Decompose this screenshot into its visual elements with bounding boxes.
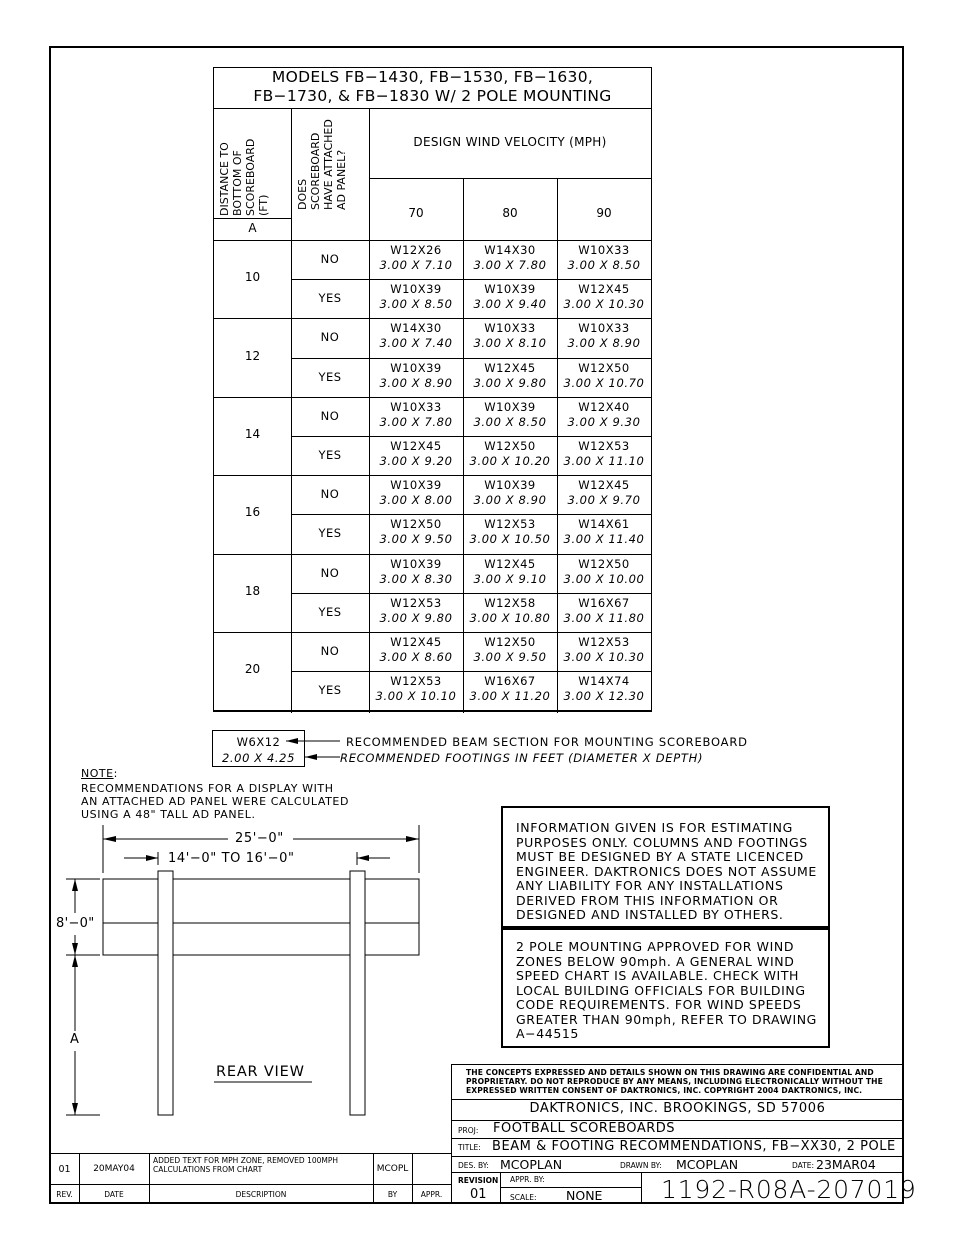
rev-header-appr: APPR. <box>420 1190 443 1199</box>
ad-panel-yes: YES <box>318 448 342 462</box>
footing-size: 3.00 X 8.50 <box>473 414 547 429</box>
distance-header-letter: A <box>248 221 257 235</box>
beam-section: W12X53 <box>390 595 442 610</box>
table-cell <box>463 517 557 547</box>
table-cell <box>369 321 463 351</box>
footing-size: 3.00 X 7.80 <box>473 258 547 272</box>
table-cell <box>369 478 463 508</box>
distance-value: 12 <box>244 348 261 363</box>
table-grid-line <box>214 218 291 219</box>
legend-footing-description: RECOMMENDED FOOTINGS IN FEET (DIAMETER X DEPTH) <box>340 751 704 765</box>
beam-section: W10X33 <box>390 399 442 414</box>
beam-section: W16X67 <box>484 674 536 689</box>
footing-size: 3.00 X 9.80 <box>473 375 547 390</box>
beam-section: W12X45 <box>484 556 536 571</box>
confidential-notice: THE CONCEPTS EXPRESSED AND DETAILS SHOWN ON THIS DRAWING ARE CONFIDENTIAL AND PROPRIETARY. DO NOT REPRODUCE BY ANY MEANS, INCLUDING ELECTRONICALLY WITHOUT THE EXPRESSED WRITTEN CONSENT OF DAKTRONICS, INC. COPYRIGHT 2004 DAKTRONICS, INC. <box>466 1068 883 1095</box>
beam-section: W10X39 <box>484 282 536 297</box>
panel-header-line: SCOREBOARD <box>309 132 322 210</box>
ad-panel-no: NO <box>320 408 340 423</box>
beam-section: W12X50 <box>578 360 630 375</box>
panel-header-line: AD PANEL? <box>335 149 348 210</box>
beam-section: W16X67 <box>578 595 630 610</box>
footing-size: 3.00 X 8.10 <box>473 336 547 351</box>
beam-section: W10X33 <box>578 321 630 336</box>
table-cell <box>369 400 463 430</box>
footing-size: 3.00 X 10.00 <box>563 571 645 586</box>
footing-size: 3.00 X 7.80 <box>379 414 453 429</box>
footing-size: 3.00 X 10.80 <box>469 610 551 625</box>
approved-by-label: APPR. BY: <box>510 1175 545 1184</box>
footing-size: 3.00 X 9.80 <box>379 610 453 625</box>
tb-divider <box>500 1172 501 1204</box>
legend-footing: 2.00 X 4.25 <box>221 751 295 765</box>
table-cell <box>369 282 463 312</box>
table-grid-line <box>214 240 651 241</box>
ad-panel-no: NO <box>320 487 340 502</box>
rev-header-rev: REV. <box>56 1190 73 1199</box>
table-cell <box>557 557 651 587</box>
footing-size: 3.00 X 7.10 <box>379 258 453 272</box>
rev-number: 01 <box>58 1164 71 1175</box>
title-label: TITLE: <box>458 1143 481 1152</box>
proj-label: PROJ: <box>458 1126 479 1135</box>
footing-size: 3.00 X 10.30 <box>563 297 645 312</box>
rev-header-by: BY <box>387 1190 398 1199</box>
beam-section: W12X45 <box>484 360 536 375</box>
company-name: DAKTRONICS, INC. BROOKINGS, SD 57006 <box>529 1101 826 1116</box>
footing-size: 3.00 X 11.20 <box>469 689 551 704</box>
beam-section: W10X39 <box>390 360 442 375</box>
table-grid-line <box>291 514 651 515</box>
distance-header-line: (FT) <box>257 194 270 216</box>
beam-section: W12X50 <box>390 517 442 532</box>
footing-size: 3.00 X 8.30 <box>379 571 453 586</box>
table-cell <box>557 361 651 391</box>
legend-arrows <box>280 733 342 765</box>
drawing-number: 1192-R08A-207019 <box>661 1175 917 1204</box>
table-cell <box>463 674 557 704</box>
table-grid-line <box>291 671 651 672</box>
legend-beam: W6X12 <box>236 735 281 749</box>
ad-panel-no: NO <box>320 252 340 266</box>
beam-section: W12X45 <box>578 478 630 493</box>
footing-size: 3.00 X 9.40 <box>473 297 547 312</box>
rev-description: ADDED TEXT FOR MPH ZONE, REMOVED 100MPH CALCULATIONS FROM CHART <box>153 1156 339 1174</box>
footing-size: 3.00 X 9.10 <box>473 571 547 586</box>
table-cell <box>463 361 557 391</box>
beam-section: W10X39 <box>484 399 536 414</box>
beam-section: W14X61 <box>578 517 630 532</box>
table-cell <box>369 557 463 587</box>
table-cell <box>557 478 651 508</box>
table-cell <box>557 517 651 547</box>
table-grid-line <box>214 554 651 555</box>
table-cell <box>463 243 557 273</box>
scale-value: NONE <box>566 1188 603 1203</box>
project-name: FOOTBALL SCOREBOARDS <box>493 1121 676 1136</box>
drawn-by-label: DRAWN BY: <box>620 1161 662 1170</box>
distance-value: 20 <box>244 662 261 677</box>
panel-header-line: HAVE ATTACHED <box>322 119 335 210</box>
table-cell <box>463 596 557 626</box>
footing-size: 3.00 X 12.30 <box>563 689 645 704</box>
wind-note-box <box>501 928 830 1048</box>
table-title <box>214 68 651 109</box>
table-cell <box>463 478 557 508</box>
table-title-line2: FB−1730, & FB−1830 W/ 2 POLE MOUNTING <box>253 87 612 105</box>
beam-section: W14X74 <box>578 674 630 689</box>
beam-section: W12X50 <box>484 439 536 453</box>
beam-section: W12X50 <box>484 635 536 649</box>
note-text: RECOMMENDATIONS FOR A DISPLAY WITH AN ATTACHED AD PANEL WERE CALCULATED USING A 48" TALL AD PANEL. <box>81 782 350 821</box>
scale-label: SCALE: <box>510 1193 537 1202</box>
beam-section: W14X30 <box>484 243 536 257</box>
note-heading: NOTE: <box>81 767 118 780</box>
rev-date: 20MAY04 <box>93 1164 135 1174</box>
height-dimension: 8'−0" <box>56 916 95 931</box>
ad-panel-no: NO <box>320 644 340 658</box>
drawing-title: BEAM & FOOTING RECOMMENDATIONS, FB−XX30, 2 POLE <box>492 1139 896 1154</box>
ad-panel-yes: YES <box>318 683 342 698</box>
table-cell <box>369 517 463 547</box>
drawn-by: MCOPLAN <box>676 1157 739 1172</box>
table-cell <box>369 243 463 273</box>
ad-panel-yes: YES <box>318 604 342 619</box>
rev-divider <box>50 1184 451 1185</box>
table-cell <box>463 400 557 430</box>
footing-size: 3.00 X 11.10 <box>563 454 645 468</box>
beam-section: W12X40 <box>578 399 630 414</box>
beam-section: W14X30 <box>390 321 442 336</box>
table-cell <box>369 439 463 469</box>
tb-divider <box>451 1099 904 1100</box>
beam-section: W10X39 <box>484 478 536 493</box>
tb-divider <box>451 1172 904 1173</box>
velocity-80-header: 80 <box>502 206 518 220</box>
table-cell <box>369 596 463 626</box>
table-grid-line <box>214 710 651 711</box>
distance-value: 18 <box>244 583 261 598</box>
wind-note-text: 2 POLE MOUNTING APPROVED FOR WIND ZONES BELOW 90mph. A GENERAL WIND SPEED CHART IS AVAILABLE. CHECK WITH LOCAL BUILDING OFFICIALS FOR BUILDING CODE REQUIREMENTS. FOR WIND SPEEDS GREATER THAN 90mph, REFER TO DRAWING A−44515 <box>516 939 817 1041</box>
distance-a-dimension: A <box>70 1032 79 1047</box>
beam-section: W12X53 <box>578 439 630 453</box>
footing-size: 3.00 X 11.80 <box>563 610 645 625</box>
legend-beam-description: RECOMMENDED BEAM SECTION FOR MOUNTING SCOREBOARD <box>346 735 748 749</box>
beam-footing-table <box>213 67 652 712</box>
distance-value: 16 <box>244 505 261 520</box>
table-cell <box>557 282 651 312</box>
footing-size: 3.00 X 9.50 <box>379 532 453 547</box>
table-title-line1: MODELS FB−1430, FB−1530, FB−1630, <box>271 68 594 86</box>
footing-size: 3.00 X 10.70 <box>563 375 645 390</box>
distance-value: 10 <box>244 270 261 285</box>
table-cell <box>369 361 463 391</box>
table-grid-line <box>369 178 651 179</box>
table-grid-line <box>291 436 651 437</box>
disclaimer-text: INFORMATION GIVEN IS FOR ESTIMATING PURPOSES ONLY. COLUMNS AND FOOTINGS MUST BE DESIGNED BY A STATE LICENCED ENGINEER. DAKTRONICS DOES NOT ASSUME ANY LIABILITY FOR ANY INSTALLATIONS DERIVED FROM THIS INFORMATION OR DESIGNED AND INSTALLED BY OTHERS. <box>516 820 817 922</box>
footing-size: 3.00 X 8.90 <box>567 336 641 351</box>
overall-width-dimension: 25'−0" <box>235 831 284 846</box>
table-cell <box>557 400 651 430</box>
tb-divider <box>641 1172 642 1204</box>
beam-section: W12X53 <box>390 674 442 689</box>
table-cell <box>557 635 651 665</box>
rev-header-date: DATE <box>104 1190 124 1199</box>
table-cell <box>557 439 651 469</box>
footing-size: 3.00 X 11.40 <box>563 532 645 547</box>
ad-panel-no: NO <box>320 565 340 580</box>
beam-section: W10X33 <box>484 321 536 336</box>
distance-header-line: SCOREBOARD <box>244 138 257 216</box>
velocity-90-header: 90 <box>596 206 612 220</box>
footing-size: 3.00 X 8.60 <box>379 650 453 664</box>
table-grid-line <box>291 593 651 594</box>
table-grid-line <box>214 397 651 398</box>
panel-header-line: DOES <box>296 178 309 210</box>
footing-size: 3.00 X 7.40 <box>379 336 453 351</box>
table-cell <box>463 439 557 469</box>
beam-section: W12X58 <box>484 595 536 610</box>
beam-section: W12X53 <box>578 635 630 649</box>
footing-size: 3.00 X 9.50 <box>473 650 547 664</box>
beam-section: W12X45 <box>578 282 630 297</box>
footing-size: 3.00 X 9.70 <box>567 493 641 508</box>
table-grid-line <box>214 475 651 476</box>
table-cell <box>369 674 463 704</box>
table-cell <box>557 243 651 273</box>
beam-section: W10X39 <box>390 478 442 493</box>
designed-by-label: DES. BY: <box>458 1161 489 1170</box>
beam-section: W12X26 <box>390 243 442 257</box>
date-label: DATE: <box>792 1161 815 1170</box>
footing-size: 3.00 X 8.50 <box>567 258 641 272</box>
beam-section: W10X39 <box>390 282 442 297</box>
footing-size: 3.00 X 8.00 <box>379 493 453 508</box>
pole-spacing-dimension: 14'−0" TO 16'−0" <box>168 851 295 866</box>
drawing-date: 23MAR04 <box>816 1157 876 1172</box>
table-grid-line <box>291 358 651 359</box>
table-cell <box>463 321 557 351</box>
footing-size: 3.00 X 10.20 <box>469 454 551 468</box>
rev-by: MCOPL <box>376 1164 409 1174</box>
beam-section: W10X39 <box>390 556 442 571</box>
distance-header-line: BOTTOM OF <box>231 150 244 216</box>
table-cell <box>557 674 651 704</box>
rear-view-label: REAR VIEW <box>216 1064 305 1080</box>
table-cell <box>557 321 651 351</box>
ad-panel-yes: YES <box>318 369 342 384</box>
beam-section: W12X45 <box>390 439 442 453</box>
note-heading-text: NOTE <box>81 767 114 780</box>
beam-section: W12X45 <box>390 635 442 649</box>
designed-by: MCOPLAN <box>500 1157 563 1172</box>
footing-size: 3.00 X 10.10 <box>375 689 457 704</box>
table-grid-line <box>291 279 651 280</box>
distance-value: 14 <box>244 427 261 441</box>
velocity-header: DESIGN WIND VELOCITY (MPH) <box>413 135 607 149</box>
footing-size: 3.00 X 9.20 <box>379 454 453 468</box>
beam-section: W12X53 <box>484 517 536 532</box>
disclaimer-box <box>501 806 830 928</box>
table-grid-line <box>214 318 651 319</box>
ad-panel-yes: YES <box>318 526 342 541</box>
revision-label: REVISION <box>458 1176 499 1185</box>
ad-panel-yes: YES <box>318 291 342 306</box>
beam-section: W10X33 <box>578 243 630 257</box>
revision-number: 01 <box>470 1187 487 1202</box>
table-cell <box>557 596 651 626</box>
ad-panel-no: NO <box>320 330 340 345</box>
velocity-70-header: 70 <box>408 206 424 220</box>
distance-header-line: DISTANCE TO <box>218 142 231 216</box>
footing-size: 3.00 X 10.50 <box>469 532 551 547</box>
footing-size: 3.00 X 8.50 <box>379 297 453 312</box>
footing-size: 3.00 X 9.30 <box>567 414 641 429</box>
table-cell <box>463 282 557 312</box>
rear-view-drawing <box>50 825 450 1125</box>
rev-header-description: DESCRIPTION <box>235 1190 287 1199</box>
table-cell <box>463 557 557 587</box>
table-cell <box>463 635 557 665</box>
footing-size: 3.00 X 8.90 <box>379 375 453 390</box>
footing-size: 3.00 X 8.90 <box>473 493 547 508</box>
table-grid-line <box>214 632 651 633</box>
table-cell <box>369 635 463 665</box>
beam-section: W12X50 <box>578 556 630 571</box>
footing-size: 3.00 X 10.30 <box>563 650 645 664</box>
